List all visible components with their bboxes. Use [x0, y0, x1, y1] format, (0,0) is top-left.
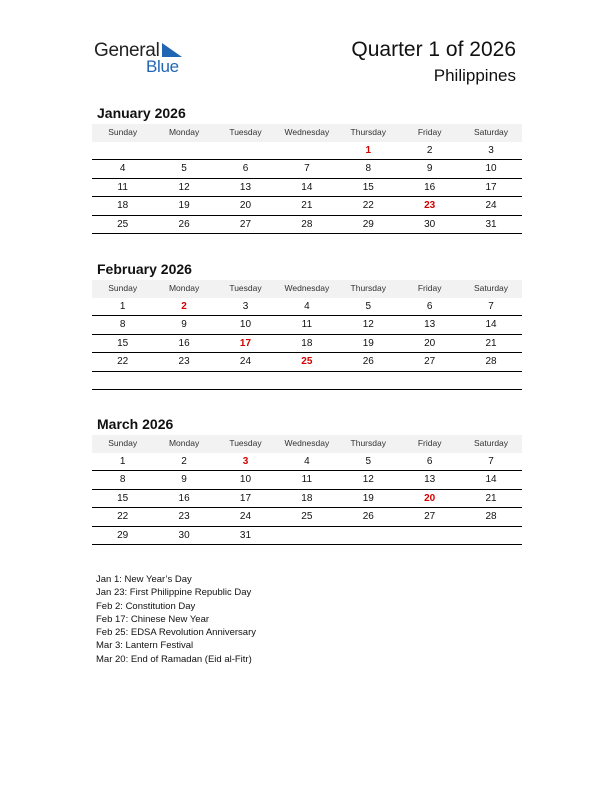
day-cell: 18 [301, 492, 313, 504]
day-cell: 14 [485, 319, 497, 330]
day-cell: 12 [362, 319, 374, 330]
day-cell: 12 [178, 181, 190, 193]
day-cell: 11 [117, 181, 128, 193]
holiday-note: Jan 1: New Year’s Day [96, 574, 192, 585]
day-cell: 2 [181, 455, 187, 467]
day-cell: 23 [178, 356, 190, 367]
holiday-day-cell: 3 [242, 455, 249, 467]
day-cell: 13 [424, 319, 436, 330]
holiday-day-cell: 25 [301, 356, 313, 367]
day-cell: 24 [239, 356, 252, 367]
day-cell: 18 [117, 200, 129, 211]
day-cell: 4 [304, 455, 310, 467]
day-cell: 21 [485, 337, 497, 349]
day-cell: 26 [178, 218, 190, 230]
day-cell: 22 [117, 511, 129, 522]
weekday-label: Wednesday [284, 127, 330, 137]
day-cell: 20 [424, 337, 436, 349]
day-cell [276, 527, 337, 545]
weekday-label: Sunday [108, 127, 138, 137]
week-row [92, 316, 522, 335]
holiday-note: Feb 25: EDSA Revolution Anniversary [96, 627, 257, 639]
day-cell [215, 142, 276, 160]
day-cell: 31 [239, 529, 252, 541]
day-cell [92, 372, 153, 390]
day-cell: 16 [424, 181, 436, 193]
holiday-note: Jan 23: First Philippine Republic Day [96, 587, 252, 599]
day-cell: 22 [362, 200, 374, 211]
day-cell: 6 [426, 300, 433, 312]
page-title: Quarter 1 of 2026 [351, 38, 516, 61]
month-calendar-march [92, 415, 522, 545]
day-cell: 8 [119, 319, 126, 330]
week-row [92, 471, 522, 490]
day-cell: 8 [119, 474, 126, 485]
day-cell: 20 [239, 200, 252, 211]
week-row [92, 216, 522, 235]
weekday-label: Friday [417, 283, 442, 293]
weekday-header-row [92, 124, 522, 142]
day-cell: 30 [424, 218, 436, 230]
week-row [92, 160, 522, 179]
day-cell: 24 [485, 200, 497, 211]
weekday-label: Saturday [474, 283, 509, 293]
weekday-label: Monday [168, 283, 200, 293]
day-cell: 8 [365, 163, 372, 174]
weekday-label: Friday [417, 127, 442, 137]
week-row [92, 335, 522, 354]
day-cell: 10 [485, 163, 497, 174]
day-cell: 29 [362, 218, 374, 230]
day-cell: 11 [301, 474, 313, 485]
week-row [92, 527, 522, 546]
day-cell: 27 [424, 511, 436, 522]
day-cell: 18 [301, 337, 313, 349]
day-cell: 7 [488, 300, 494, 312]
weekday-label: Wednesday [284, 283, 330, 293]
day-cell: 15 [362, 181, 374, 193]
day-cell: 19 [362, 337, 374, 349]
day-cell: 2 [426, 144, 433, 156]
holiday-day-cell: 2 [181, 300, 187, 312]
holiday-day-cell: 23 [424, 200, 436, 211]
holiday-note: Feb 2: Constitution Day [96, 600, 196, 612]
day-cell: 27 [239, 218, 252, 230]
holiday-day-cell: 1 [365, 144, 372, 156]
day-cell: 9 [426, 163, 433, 174]
day-cell: 14 [485, 474, 497, 485]
weekday-label: Sunday [108, 438, 138, 448]
day-cell: 4 [304, 300, 310, 312]
day-cell: 29 [117, 529, 129, 541]
logo-text-blue: Blue [146, 57, 179, 76]
day-cell: 6 [242, 163, 249, 174]
weekday-header-row [92, 280, 522, 298]
week-row [92, 372, 522, 391]
day-cell: 31 [485, 218, 497, 230]
logo-text-general: General [94, 40, 160, 61]
day-cell [276, 142, 337, 160]
holiday-note: Feb 17: Chinese New Year [96, 613, 210, 625]
day-cell [153, 142, 214, 160]
day-cell: 11 [301, 319, 313, 330]
holiday-note: Mar 3: Lantern Festival [96, 640, 194, 652]
weekday-label: Friday [417, 438, 442, 448]
day-cell: 25 [301, 511, 313, 522]
weekday-label: Tuesday [229, 438, 262, 448]
week-row [92, 142, 522, 161]
day-cell [92, 142, 153, 160]
week-row [92, 453, 522, 472]
week-row [92, 197, 522, 216]
day-cell: 5 [365, 300, 372, 312]
day-cell [215, 372, 276, 390]
day-cell [153, 372, 214, 390]
month-title: March 2026 [97, 416, 174, 432]
day-cell: 30 [178, 529, 190, 541]
day-cell: 10 [239, 319, 252, 330]
day-cell: 25 [117, 218, 129, 230]
day-cell [276, 372, 337, 390]
day-cell: 16 [178, 337, 190, 349]
weekday-label: Wednesday [284, 438, 330, 448]
day-cell: 24 [239, 511, 252, 522]
holiday-list [96, 573, 256, 666]
day-cell: 6 [426, 455, 433, 467]
day-cell: 12 [362, 474, 374, 485]
weekday-label: Sunday [108, 283, 138, 293]
day-cell: 7 [304, 163, 310, 174]
week-row [92, 508, 522, 527]
day-cell: 13 [424, 474, 436, 485]
day-cell: 9 [181, 319, 187, 330]
day-cell: 16 [178, 492, 190, 504]
week-row [92, 490, 522, 509]
holiday-day-cell: 20 [424, 492, 436, 504]
day-cell: 7 [488, 455, 494, 467]
day-cell: 14 [301, 181, 313, 193]
holiday-note: Mar 20: End of Ramadan (Eid al-Fitr) [96, 653, 252, 665]
day-cell: 5 [181, 163, 187, 174]
day-cell: 19 [178, 200, 190, 211]
week-row [92, 353, 522, 372]
holiday-day-cell: 17 [239, 337, 252, 349]
week-row [92, 298, 522, 317]
day-cell: 19 [362, 492, 374, 504]
weekday-label: Saturday [474, 127, 509, 137]
month-calendar-february [92, 260, 522, 390]
day-cell: 13 [239, 181, 252, 193]
day-cell: 22 [117, 356, 129, 367]
day-cell: 15 [117, 337, 129, 349]
day-cell [338, 372, 399, 390]
day-cell: 27 [424, 356, 436, 367]
weekday-label: Thursday [350, 438, 386, 448]
month-title: February 2026 [97, 261, 192, 277]
day-cell: 4 [119, 163, 126, 174]
weekday-label: Thursday [350, 127, 386, 137]
country-name: Philippines [433, 66, 516, 85]
day-cell: 28 [485, 511, 497, 522]
day-cell [399, 527, 460, 545]
day-cell: 1 [119, 300, 126, 312]
day-cell: 17 [239, 492, 252, 504]
day-cell [460, 372, 521, 390]
weekday-label: Monday [168, 127, 200, 137]
day-cell: 21 [485, 492, 497, 504]
day-cell: 28 [301, 218, 313, 230]
generalblue-logo [94, 40, 194, 80]
day-cell: 5 [365, 455, 372, 467]
day-cell: 9 [181, 474, 187, 485]
day-cell: 26 [362, 356, 374, 367]
day-cell [338, 527, 399, 545]
day-cell: 10 [239, 474, 252, 485]
day-cell [460, 527, 521, 545]
weekday-label: Monday [168, 438, 200, 448]
weekday-label: Tuesday [229, 283, 262, 293]
weekday-header-row [92, 435, 522, 453]
day-cell: 28 [485, 356, 497, 367]
day-cell: 3 [242, 300, 249, 312]
day-cell [399, 372, 460, 390]
month-title: January 2026 [97, 105, 186, 121]
day-cell: 3 [488, 144, 494, 156]
day-cell: 23 [178, 511, 190, 522]
month-calendar-january [92, 104, 522, 234]
day-cell: 21 [301, 200, 313, 211]
day-cell: 17 [485, 181, 497, 193]
weekday-label: Saturday [474, 438, 509, 448]
day-cell: 1 [119, 455, 126, 467]
week-row [92, 179, 522, 198]
logo-flag-icon [162, 43, 182, 57]
day-cell: 26 [362, 511, 374, 522]
weekday-label: Tuesday [229, 127, 262, 137]
weekday-label: Thursday [350, 283, 386, 293]
day-cell: 15 [117, 492, 129, 504]
